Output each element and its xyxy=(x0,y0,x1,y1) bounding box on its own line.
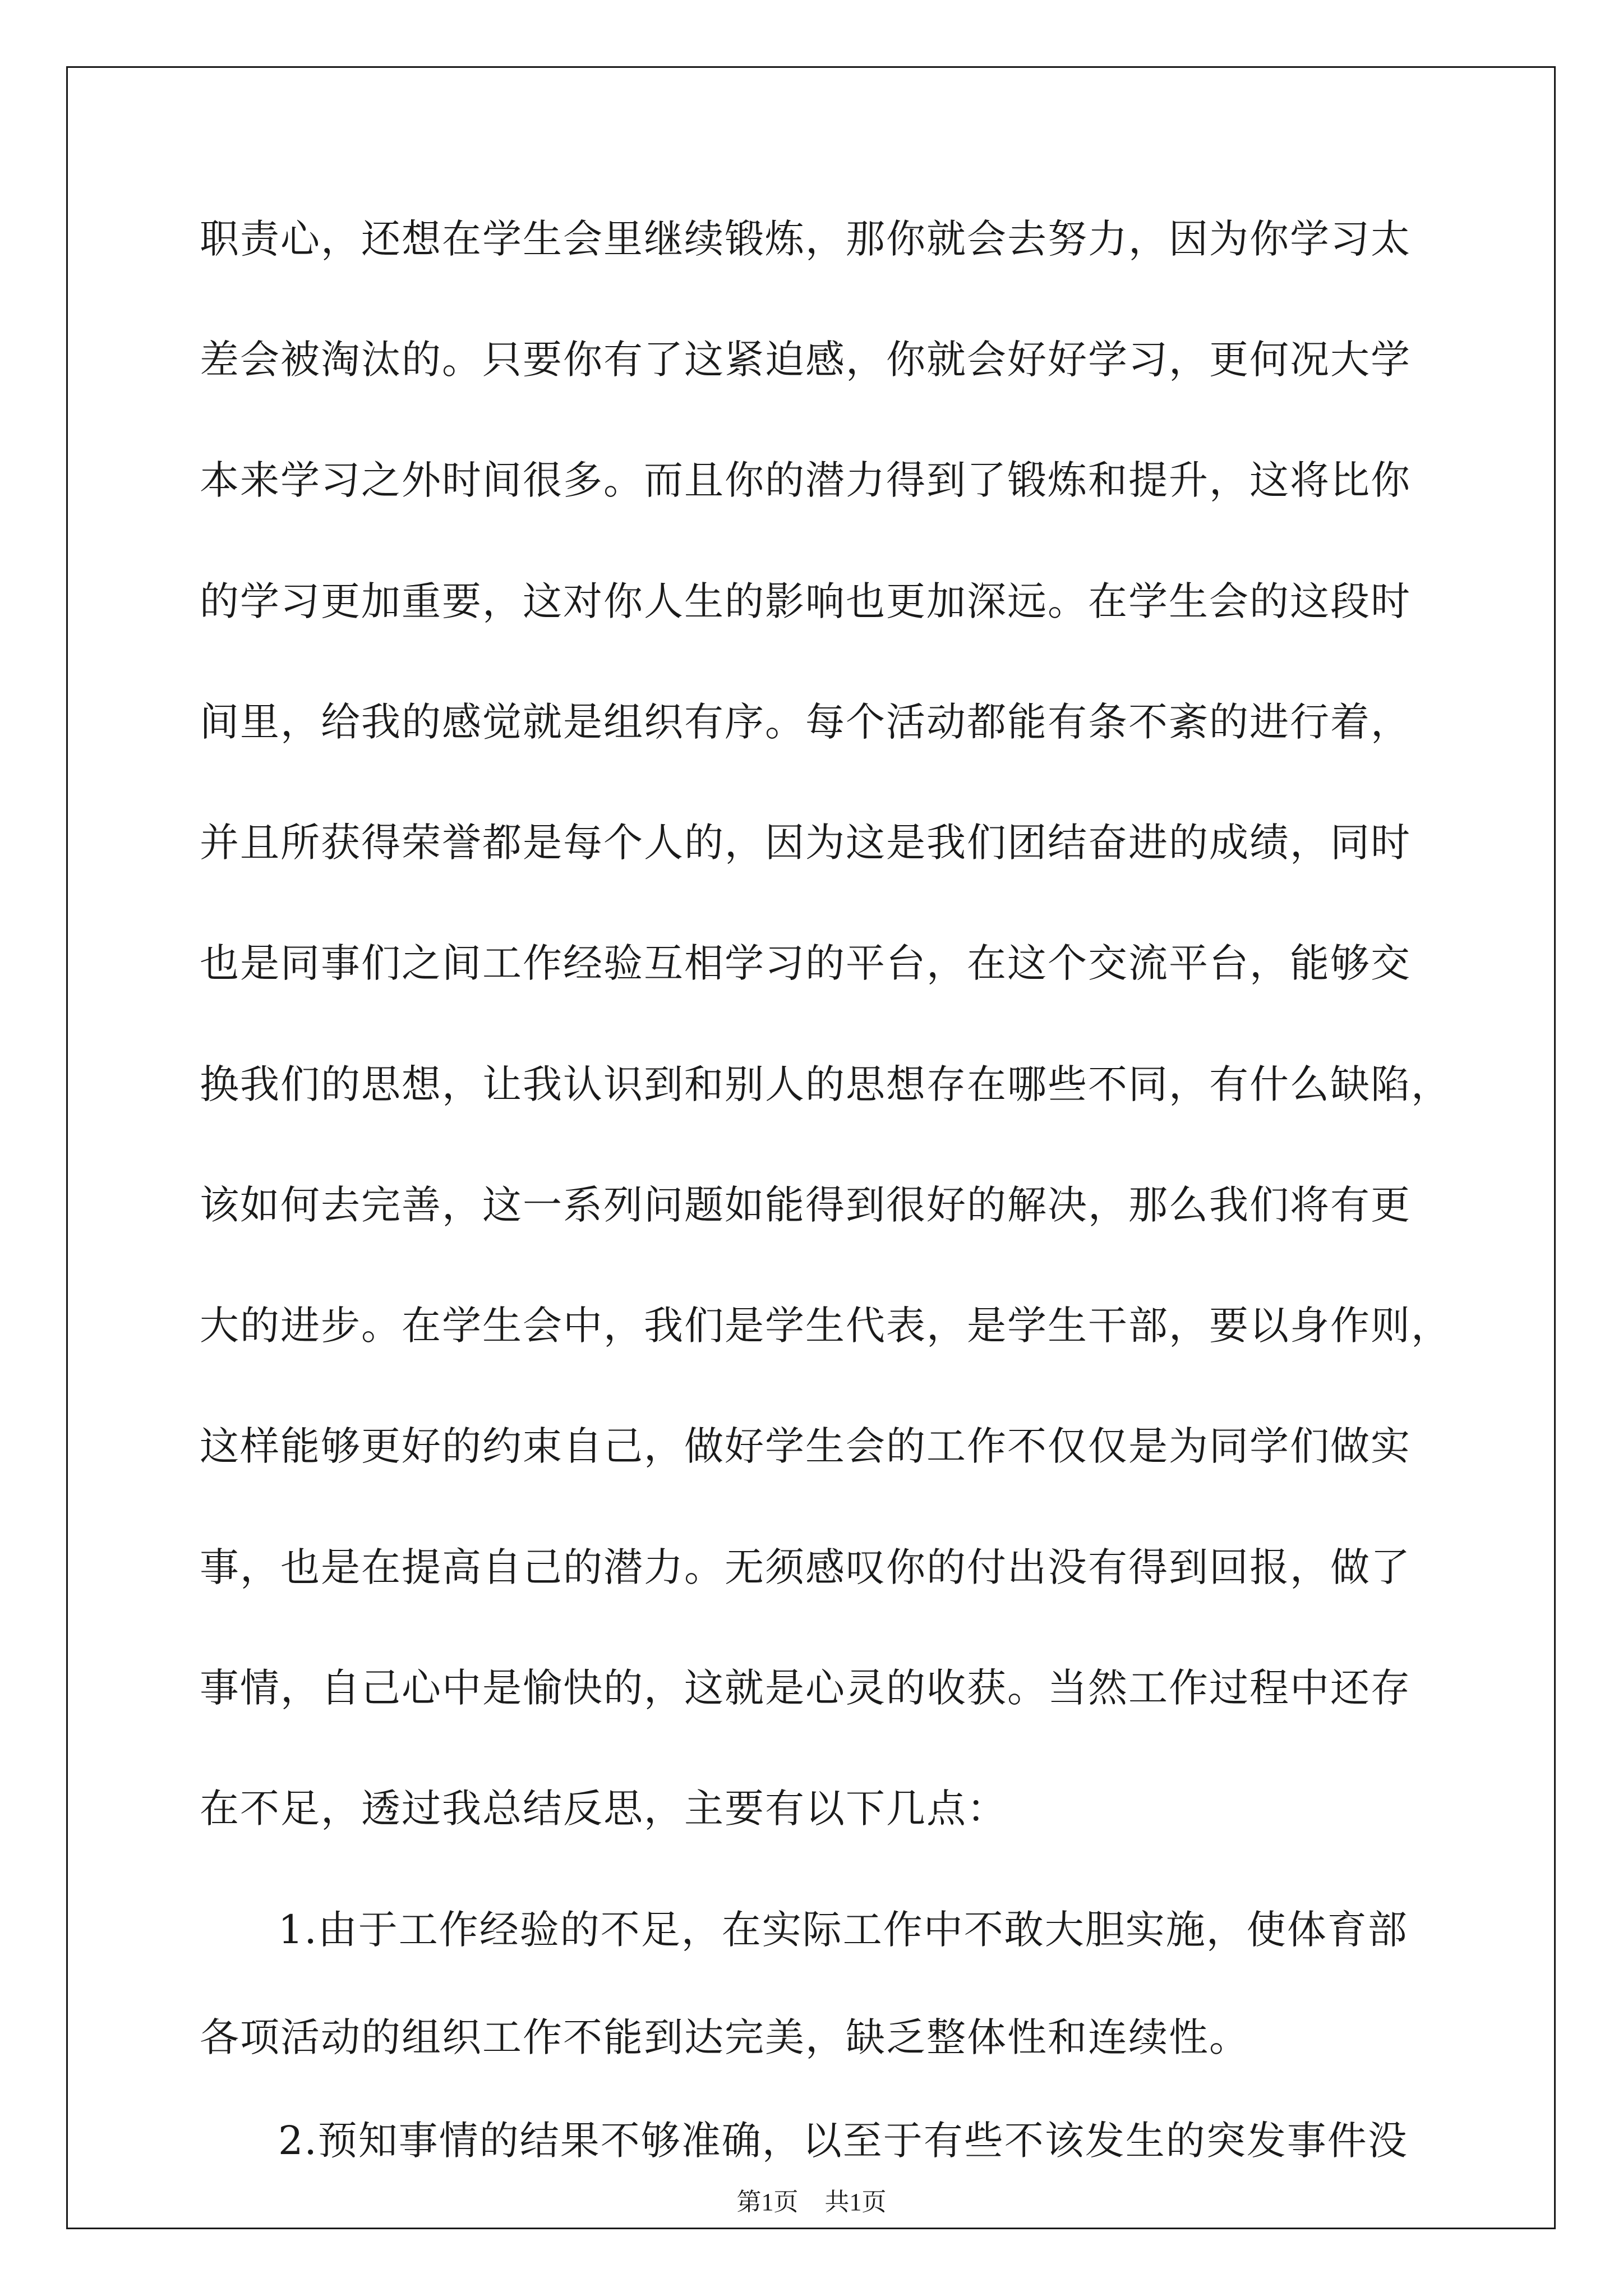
page-total: 共1页 xyxy=(824,2188,887,2216)
text-line: 这样能够更好的约束自己，做好学生会的工作不仅仅是为同学们做实 xyxy=(200,1423,1411,1469)
list-item-line: 2.预知事情的结果不够准确，以至于有些不该发生的突发事件没 xyxy=(278,2118,1408,2164)
text-line: 并且所获得荣誉都是每个人的，因为这是我们团结奋进的成绩，同时 xyxy=(200,820,1411,866)
text-line: 差会被淘汰的。只要你有了这紧迫感，你就会好好学习，更何况大学 xyxy=(200,337,1411,383)
text-line: 大的进步。在学生会中，我们是学生代表，是学生干部，要以身作则， xyxy=(200,1303,1451,1349)
text-line: 该如何去完善，这一系列问题如能得到很好的解决，那么我们将有更 xyxy=(200,1182,1411,1228)
text-line: 各项活动的组织工作不能到达完美，缺乏整体性和连续性。 xyxy=(200,2014,1249,2060)
text-line: 事，也是在提高自己的潜力。无须感叹你的付出没有得到回报，做了 xyxy=(200,1544,1411,1590)
page-footer xyxy=(0,2185,1623,2219)
text-line: 事情，自己心中是愉快的，这就是心灵的收获。当然工作过程中还存 xyxy=(200,1665,1411,1711)
text-line: 换我们的思想，让我认识到和别人的思想存在哪些不同，有什么缺陷， xyxy=(200,1061,1451,1107)
text-line: 的学习更加重要，这对你人生的影响也更加深远。在学生会的这段时 xyxy=(200,578,1411,624)
text-line: 职责心，还想在学生会里继续锻炼，那你就会去努力，因为你学习太 xyxy=(200,216,1411,262)
list-item-line: 1.由于工作经验的不足，在实际工作中不敢大胆实施，使体育部 xyxy=(278,1907,1408,1953)
text-line: 在不足，透过我总结反思，主要有以下几点： xyxy=(200,1786,1007,1832)
text-line: 也是同事们之间工作经验互相学习的平台，在这个交流平台，能够交 xyxy=(200,940,1411,986)
page-number: 第1页 xyxy=(736,2188,799,2216)
text-line: 间里，给我的感觉就是组织有序。每个活动都能有条不紊的进行着， xyxy=(200,699,1411,745)
text-line: 本来学习之外时间很多。而且你的潜力得到了锻炼和提升，这将比你 xyxy=(200,457,1411,503)
